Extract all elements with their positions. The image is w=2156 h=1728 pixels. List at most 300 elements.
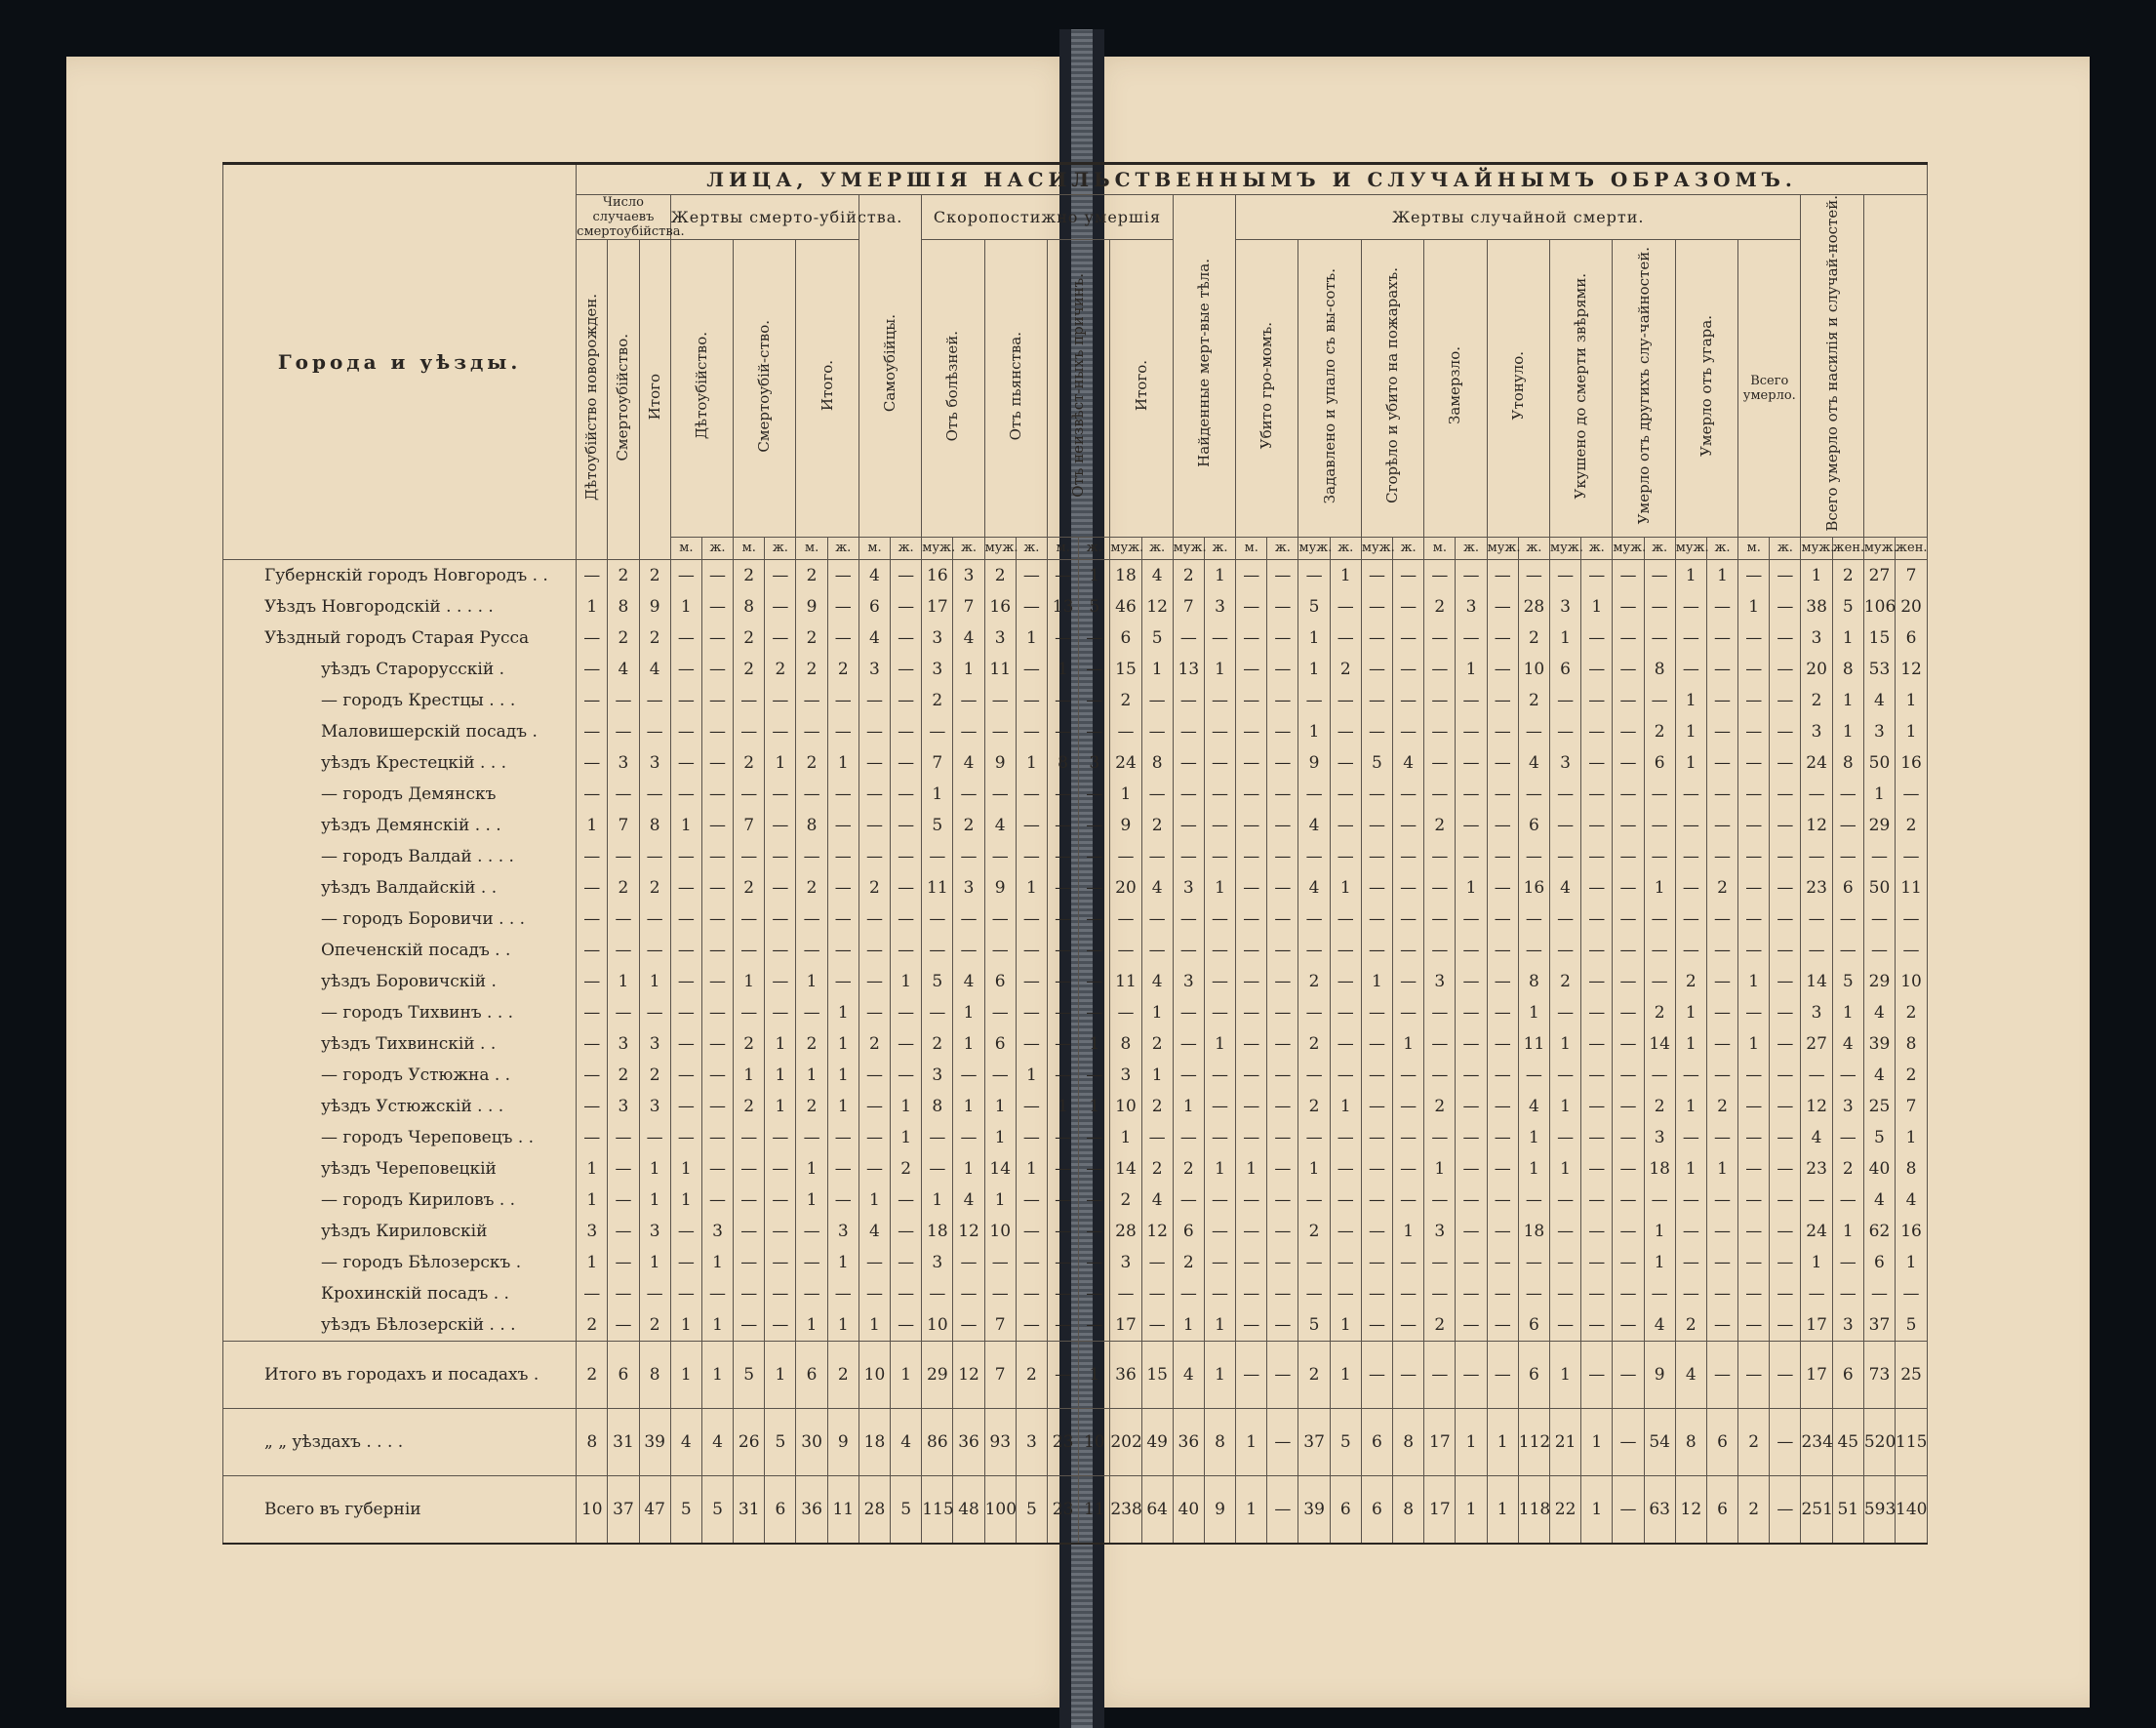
data-cell: — [1393,1278,1424,1309]
data-cell: — [1298,935,1330,966]
data-cell: — [1173,1028,1204,1060]
data-cell: — [1456,1185,1487,1216]
data-cell: — [1016,1216,1047,1247]
data-cell: 7 [984,1309,1016,1342]
data-cell: 8 [1675,1408,1706,1475]
data-cell: — [1393,559,1424,591]
data-cell: 251 [1801,1475,1832,1544]
col-found-dead: Найденные мерт-вые тѣла. [1173,195,1235,538]
data-cell: — [1738,623,1770,654]
data-cell: 30 [796,1408,827,1475]
data-cell: 3 [608,1091,639,1122]
data-cell: 4 [953,747,984,779]
data-cell: 1 [670,1309,701,1342]
data-cell: — [1016,559,1047,591]
data-cell: — [1456,559,1487,591]
data-cell: 1 [639,1185,670,1216]
row-label: — городъ Боровичи . . . [223,904,577,935]
data-cell: — [1644,966,1675,997]
data-cell: 1 [1675,997,1706,1028]
data-cell: — [1361,1309,1392,1342]
data-cell: — [1613,1341,1644,1408]
data-cell: — [1204,1278,1235,1309]
data-cell: — [1613,1408,1644,1475]
data-cell: — [1079,1122,1110,1153]
data-cell: 1 [701,1341,733,1408]
data-cell: 36 [1110,1341,1141,1408]
data-cell: 2 [1298,1216,1330,1247]
data-cell: — [701,935,733,966]
data-cell: — [1456,841,1487,872]
data-cell: — [1581,1247,1613,1278]
data-cell: 1 [1832,716,1863,747]
data-cell: 9 [984,872,1016,904]
data-cell: — [1896,779,1928,810]
table-row [223,779,1928,810]
data-cell: — [1267,841,1298,872]
data-cell: 2 [796,623,827,654]
data-cell: — [734,1278,765,1309]
data-cell: — [1770,1028,1801,1060]
data-cell: — [1770,1278,1801,1309]
data-cell: — [827,716,858,747]
data-cell: — [1613,591,1644,623]
table-row [223,1247,1928,1278]
data-cell: — [858,1060,890,1091]
data-cell: — [765,1309,796,1342]
data-cell: 73 [1863,1341,1895,1408]
data-cell: — [1204,966,1235,997]
data-cell: — [1047,716,1078,747]
data-cell: 1 [1456,1408,1487,1475]
data-cell: 15 [1863,623,1895,654]
data-cell: — [984,779,1016,810]
data-cell: 2 [1675,1309,1706,1342]
col-s-total: Итого. [1110,240,1173,538]
data-cell: 31 [734,1475,765,1544]
data-cell: — [1330,935,1361,966]
data-cell: — [1487,779,1518,810]
table-row [223,872,1928,904]
data-cell: — [953,904,984,935]
col-grand-total: Всего умерло отъ насилія и случай-ностей. [1801,195,1863,538]
data-cell: — [701,747,733,779]
data-cell: — [1393,872,1424,904]
data-cell: — [1361,810,1392,841]
table-row [223,1091,1928,1122]
data-cell: — [1173,685,1204,716]
data-cell: — [1047,1185,1078,1216]
data-cell: — [827,559,858,591]
data-cell: 3 [1079,747,1110,779]
row-label: уѣздъ Демянскій . . . [223,810,577,841]
data-cell: — [1644,559,1675,591]
data-cell: — [1770,559,1801,591]
data-cell: — [734,685,765,716]
data-cell: 3 [953,559,984,591]
data-cell: 1 [1832,1216,1863,1247]
data-cell: — [1487,1185,1518,1216]
data-cell: — [891,1216,922,1247]
data-cell: — [1361,1216,1392,1247]
sex-label: м. [796,537,827,559]
data-cell: 14 [1110,1153,1141,1185]
data-cell: — [701,559,733,591]
sex-label: муж. [1173,537,1204,559]
data-cell: 1 [1581,591,1613,623]
data-cell: 3 [1110,1247,1141,1278]
data-cell: — [1675,779,1706,810]
data-cell: 4 [1832,1028,1863,1060]
data-cell: — [796,1278,827,1309]
data-cell: — [734,841,765,872]
data-cell: — [1236,1060,1267,1091]
sex-label: ж. [1141,537,1173,559]
data-cell: — [858,997,890,1028]
data-cell: — [1487,810,1518,841]
data-cell: 8 [1393,1408,1424,1475]
data-cell: — [1770,872,1801,904]
data-cell: 2 [796,747,827,779]
data-cell: 1 [670,1341,701,1408]
data-cell: 3 [639,1091,670,1122]
data-cell: 4 [1801,1122,1832,1153]
data-cell: — [1424,1060,1456,1091]
data-cell: — [1675,591,1706,623]
data-cell: 2 [734,654,765,685]
data-cell: 1 [953,1028,984,1060]
data-cell: — [1487,1153,1518,1185]
data-cell: — [1613,997,1644,1028]
data-cell: — [1549,716,1580,747]
data-cell: — [765,1247,796,1278]
data-cell: 3 [1204,591,1235,623]
sex-label: муж. [1801,537,1832,559]
data-cell: — [1393,841,1424,872]
data-cell: — [858,1278,890,1309]
data-cell: 50 [1863,747,1895,779]
data-cell: 1 [1141,1060,1173,1091]
data-cell: — [1706,1216,1737,1247]
data-cell: 3 [1424,1216,1456,1247]
data-cell: — [891,685,922,716]
data-cell: — [1330,1122,1361,1153]
data-cell: — [1298,685,1330,716]
data-cell: — [1801,904,1832,935]
data-cell: — [1141,841,1173,872]
data-cell: — [639,1122,670,1153]
data-cell: — [1204,685,1235,716]
data-cell: 6 [1518,1309,1549,1342]
data-cell: 2 [796,1028,827,1060]
data-cell: — [1738,1153,1770,1185]
data-cell: — [765,685,796,716]
data-cell: — [734,997,765,1028]
data-cell: — [1613,966,1644,997]
data-cell: 5 [765,1408,796,1475]
data-cell: — [1770,1185,1801,1216]
data-cell: — [701,997,733,1028]
data-cell: 1 [953,654,984,685]
data-cell: — [1267,559,1298,591]
data-cell: 1 [734,1060,765,1091]
data-cell: — [858,716,890,747]
data-cell: — [1204,904,1235,935]
data-cell: — [608,1216,639,1247]
data-cell: 4 [1518,1091,1549,1122]
data-cell: — [577,872,608,904]
data-cell: 9 [984,747,1016,779]
data-cell: — [1456,1216,1487,1247]
data-cell: — [796,685,827,716]
data-cell: 31 [608,1408,639,1475]
data-cell: — [1298,559,1330,591]
data-cell: 1 [1675,1153,1706,1185]
data-cell: — [1487,716,1518,747]
data-cell: 11 [827,1475,858,1544]
data-cell: — [1047,966,1078,997]
data-cell: — [1456,716,1487,747]
data-cell: — [1863,1278,1895,1309]
data-cell: — [1487,935,1518,966]
data-cell: — [1706,1341,1737,1408]
data-cell: 8 [1393,1475,1424,1544]
data-cell: 2 [734,872,765,904]
data-cell: 1 [1738,591,1770,623]
data-cell: — [1487,1278,1518,1309]
data-cell: 1 [670,1153,701,1185]
data-cell: — [1456,623,1487,654]
data-cell: — [1267,1091,1298,1122]
data-cell: — [1770,623,1801,654]
data-cell: 3 [922,1060,953,1091]
data-cell: 18 [1644,1153,1675,1185]
data-cell: 28 [1110,1216,1141,1247]
data-cell: 4 [1863,685,1895,716]
group-sudden: Скоропостижно умершія [922,195,1174,240]
data-cell: — [984,1060,1016,1091]
row-label: — городъ Череповецъ . . [223,1122,577,1153]
data-cell: — [701,1028,733,1060]
data-cell: 1 [577,1153,608,1185]
table-row [223,685,1928,716]
data-cell: — [1644,1185,1675,1216]
data-cell: — [734,716,765,747]
data-cell: 2 [1738,1408,1770,1475]
data-cell: — [1173,623,1204,654]
data-cell: — [701,841,733,872]
data-cell: — [577,685,608,716]
data-cell: — [765,559,796,591]
data-cell: — [1393,904,1424,935]
data-cell: 2 [1644,716,1675,747]
data-cell: 12 [953,1216,984,1247]
data-cell: — [1456,1309,1487,1342]
data-cell: — [577,559,608,591]
data-cell: 14 [984,1153,1016,1185]
data-cell: — [1770,935,1801,966]
data-cell: 21 [1549,1408,1580,1475]
data-cell: 6 [1896,623,1928,654]
data-cell: 20 [1801,654,1832,685]
data-cell: — [1613,654,1644,685]
data-cell: 3 [1424,966,1456,997]
data-cell: — [701,685,733,716]
data-cell: — [827,1122,858,1153]
data-cell: 36 [1173,1408,1204,1475]
data-cell: — [639,1278,670,1309]
data-cell: — [1581,1091,1613,1122]
data-cell: 11 [1110,966,1141,997]
table-row [223,1278,1928,1309]
data-cell: — [1770,1309,1801,1342]
data-cell: 4 [1393,747,1424,779]
data-cell: — [1047,1341,1078,1408]
data-cell: 6 [1361,1475,1392,1544]
data-cell: — [1361,872,1392,904]
data-cell: 2 [1298,966,1330,997]
data-cell: — [1267,810,1298,841]
data-cell: 6 [1832,872,1863,904]
data-cell: 10 [922,1309,953,1342]
data-cell: — [1675,810,1706,841]
table-row [223,1060,1928,1091]
data-cell: — [1079,841,1110,872]
data-cell: — [891,810,922,841]
data-cell: — [1393,997,1424,1028]
data-cell: — [1487,1060,1518,1091]
data-cell: — [1613,1091,1644,1122]
data-cell: — [1487,966,1518,997]
data-cell: 2 [734,1091,765,1122]
data-cell: — [827,872,858,904]
data-cell: — [1644,935,1675,966]
data-cell: — [1016,779,1047,810]
data-cell: — [608,1278,639,1309]
data-cell: 6 [1549,654,1580,685]
data-cell: — [577,841,608,872]
data-cell: — [1770,685,1801,716]
data-cell: 2 [734,623,765,654]
data-cell: — [1393,1060,1424,1091]
row-label: Уѣздный городъ Старая Русса [223,623,577,654]
data-cell: — [1644,810,1675,841]
sex-label: ж. [1016,537,1047,559]
data-cell: — [1079,966,1110,997]
data-cell: — [1330,716,1361,747]
data-cell: 17 [1801,1309,1832,1342]
data-cell: — [1644,623,1675,654]
data-cell: — [1079,623,1110,654]
data-cell: 1 [827,1247,858,1278]
data-cell: — [1016,591,1047,623]
data-cell: 3 [577,1216,608,1247]
data-cell: — [1613,1122,1644,1153]
data-cell: — [1204,1185,1235,1216]
data-cell: — [1706,1247,1737,1278]
data-cell: — [1487,685,1518,716]
data-cell: — [670,654,701,685]
data-cell: — [1267,1247,1298,1278]
data-cell: — [1487,841,1518,872]
data-cell: — [891,1309,922,1342]
data-cell: 1 [1204,1309,1235,1342]
data-cell: — [1204,841,1235,872]
data-cell: — [1393,1185,1424,1216]
data-cell: 2 [1298,1091,1330,1122]
data-cell: — [1047,1278,1078,1309]
data-cell: — [796,997,827,1028]
data-cell: — [765,810,796,841]
data-cell: — [1738,1185,1770,1216]
sex-label: муж. [1613,537,1644,559]
data-cell: 37 [1863,1309,1895,1342]
data-cell: — [891,997,922,1028]
data-cell: 1 [701,1247,733,1278]
data-cell: — [1706,654,1737,685]
data-cell: — [1047,872,1078,904]
data-cell: — [1675,1122,1706,1153]
sex-label: ж. [1204,537,1235,559]
data-cell: — [608,685,639,716]
data-cell: — [1361,1247,1392,1278]
data-cell: — [1079,1060,1110,1091]
data-cell: — [1487,1216,1518,1247]
data-cell: 5 [1832,591,1863,623]
data-cell: 1 [1298,654,1330,685]
data-cell: — [1613,1278,1644,1309]
data-cell: — [1613,935,1644,966]
data-cell: — [1518,559,1549,591]
data-cell: — [670,966,701,997]
data-cell: 115 [1896,1408,1928,1475]
col-total1: Итого [639,240,670,560]
data-cell: 6 [1518,810,1549,841]
data-cell: 1 [984,1185,1016,1216]
data-cell: — [1487,904,1518,935]
data-cell: 2 [1141,1153,1173,1185]
data-cell: — [1236,1185,1267,1216]
data-cell: 9 [1298,747,1330,779]
data-cell: — [1581,716,1613,747]
data-cell: — [608,935,639,966]
data-cell: — [1770,1122,1801,1153]
data-cell: 2 [1298,1028,1330,1060]
data-cell: 20 [1896,591,1928,623]
data-cell: 1 [891,1091,922,1122]
data-cell: 2 [1424,810,1456,841]
data-cell: — [701,1278,733,1309]
data-cell: 106 [1863,591,1895,623]
data-cell: 1 [1204,654,1235,685]
data-cell: 140 [1896,1475,1928,1544]
data-cell: — [670,1278,701,1309]
data-cell: 2 [858,872,890,904]
data-cell: — [1424,654,1456,685]
data-cell: 2 [608,623,639,654]
data-cell: — [1706,1309,1737,1342]
data-cell: 2 [1706,1091,1737,1122]
data-cell: — [1330,1247,1361,1278]
data-cell: 50 [1863,872,1895,904]
data-cell: 1 [1549,1028,1580,1060]
data-cell: — [891,1028,922,1060]
data-cell: 2 [796,654,827,685]
data-cell: — [1613,872,1644,904]
sex-label: муж. [1863,537,1895,559]
data-cell: 3 [1644,1122,1675,1153]
sex-label: муж. [1549,537,1580,559]
